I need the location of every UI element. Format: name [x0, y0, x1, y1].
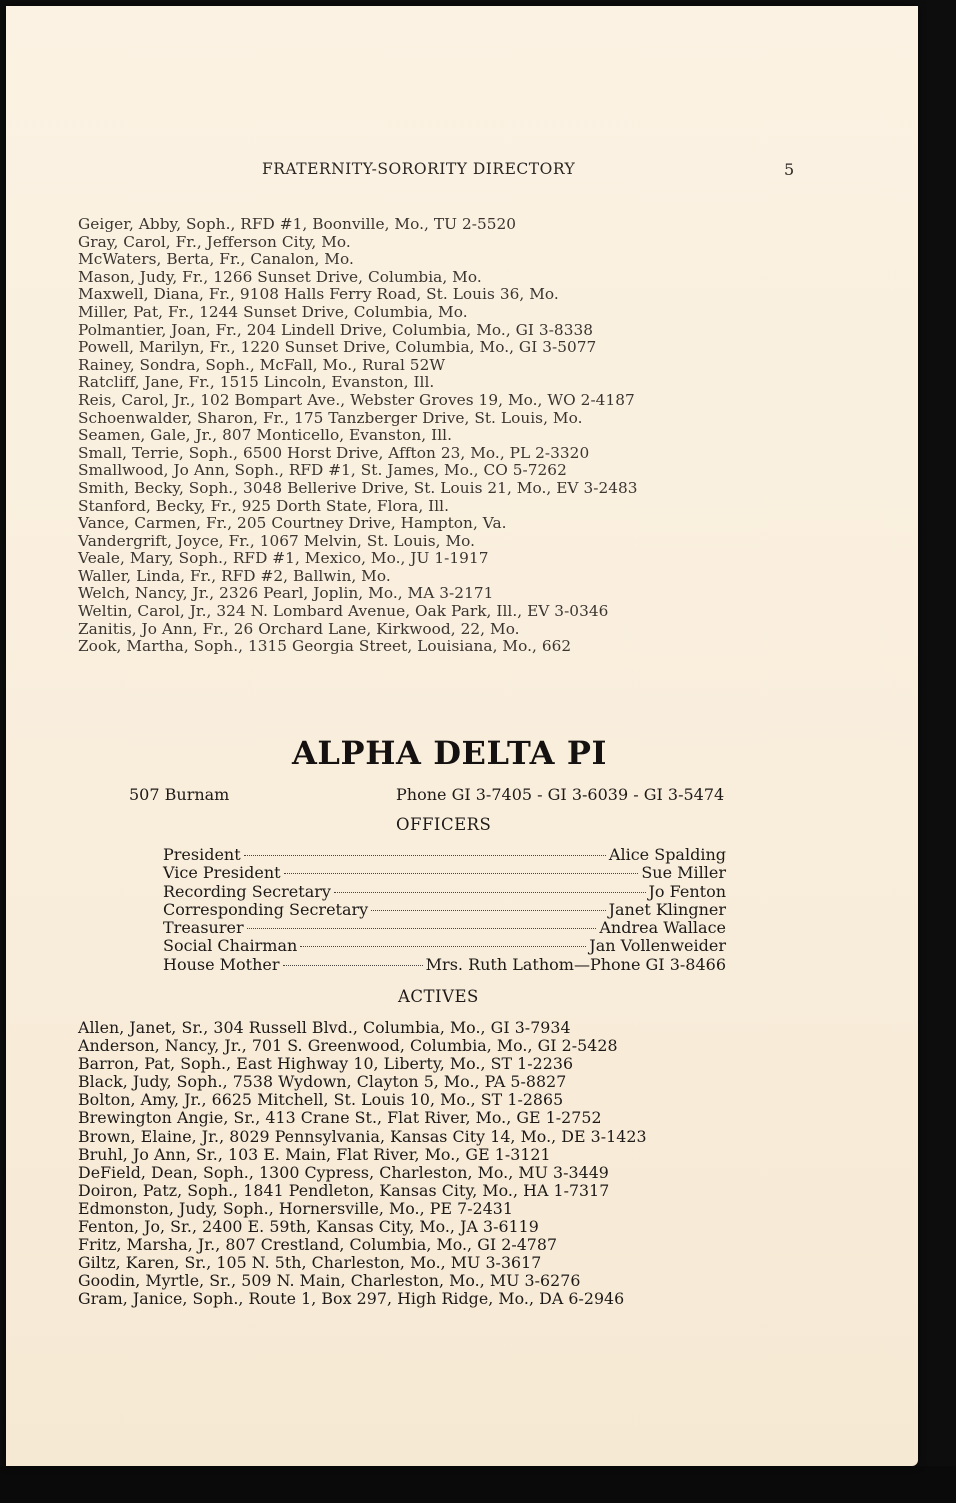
officer-role: Vice President — [163, 863, 281, 883]
dotted-leader — [334, 892, 646, 893]
dotted-leader — [284, 873, 639, 874]
dotted-leader — [371, 910, 605, 911]
list-item: Waller, Linda, Fr., RFD #2, Ballwin, Mo. — [78, 566, 391, 585]
list-item: Fenton, Jo, Sr., 2400 E. 59th, Kansas City, Mo., JA 3-6119 — [78, 1217, 539, 1237]
list-item: Powell, Marilyn, Fr., 1220 Sunset Drive, Columbia, Mo., GI 3-5077 — [78, 338, 597, 357]
officer-role: President — [163, 845, 241, 864]
list-item: Stanford, Becky, Fr., 925 Dorth State, Flora, Ill. — [78, 496, 450, 515]
list-item: Smallwood, Jo Ann, Soph., RFD #1, St. James, Mo., CO 5-7262 — [78, 461, 567, 480]
list-item: McWaters, Berta, Fr., Canalon, Mo. — [78, 250, 354, 269]
list-item: Allen, Janet, Sr., 304 Russell Blvd., Columbia, Mo., GI 3-7934 — [78, 1018, 571, 1037]
list-item: Brown, Elaine, Jr., 8029 Pennsylvania, Kansas City 14, Mo., DE 3-1423 — [78, 1126, 647, 1146]
list-item: Schoenwalder, Sharon, Fr., 175 Tanzberger Drive, St. Louis, Mo. — [78, 408, 583, 427]
officer-row — [163, 864, 726, 882]
list-item: Brewington Angie, Sr., 413 Crane St., Flat River, Mo., GE 1-2752 — [78, 1108, 602, 1128]
list-item: Ratcliff, Jane, Fr., 1515 Lincoln, Evanston, Ill. — [78, 373, 435, 392]
officer-role: Social Chairman — [163, 936, 298, 956]
list-item: Gram, Janice, Soph., Route 1, Box 297, High Ridge, Mo., DA 6-2946 — [78, 1289, 625, 1309]
running-head: FRATERNITY-SORORITY DIRECTORY — [262, 160, 576, 178]
officer-name: Jo Fenton — [648, 881, 726, 901]
list-item: Welch, Nancy, Jr., 2326 Pearl, Joplin, Mo., MA 3-2171 — [78, 584, 494, 603]
officer-role: Treasurer — [163, 918, 244, 938]
list-item: Barron, Pat, Soph., East Highway 10, Liberty, Mo., ST 1-2236 — [78, 1054, 574, 1074]
officer-name: Jan Vollenweider — [589, 936, 726, 956]
chapter-phones: Phone GI 3-7405 - GI 3-6039 - GI 3-5474 — [396, 785, 725, 804]
chapter-address: 507 Burnam — [129, 785, 230, 804]
list-item: Mason, Judy, Fr., 1266 Sunset Drive, Columbia, Mo. — [78, 267, 482, 286]
list-item: Maxwell, Diana, Fr., 9108 Halls Ferry Road, St. Louis 36, Mo. — [78, 285, 559, 304]
officer-row — [163, 937, 726, 955]
list-item: Smith, Becky, Soph., 3048 Bellerive Drive, St. Louis 21, Mo., EV 3-2483 — [78, 478, 638, 497]
list-item: Vandergrift, Joyce, Fr., 1067 Melvin, St. Louis, Mo. — [78, 531, 476, 550]
officers-heading: OFFICERS — [396, 815, 492, 834]
actives-list — [78, 1019, 647, 1309]
officer-role: Corresponding Secretary — [163, 899, 369, 919]
list-item: Bruhl, Jo Ann, Sr., 103 E. Main, Flat River, Mo., GE 1-3121 — [78, 1144, 551, 1164]
officer-name: Andrea Wallace — [599, 918, 726, 938]
list-item: Zook, Martha, Soph., 1315 Georgia Street, Louisiana, Mo., 662 — [78, 637, 572, 656]
list-item: Gray, Carol, Fr., Jefferson City, Mo. — [78, 232, 351, 251]
list-item: Fritz, Marsha, Jr., 807 Crestland, Columbia, Mo., GI 2-4787 — [78, 1235, 558, 1255]
officer-role: Recording Secretary — [163, 881, 331, 901]
list-item: Black, Judy, Soph., 7538 Wydown, Clayton 5, Mo., PA 5-8827 — [78, 1072, 567, 1092]
list-item: Vance, Carmen, Fr., 205 Courtney Drive, Hampton, Va. — [78, 514, 507, 533]
actives-heading: ACTIVES — [398, 987, 479, 1006]
list-item: Giltz, Karen, Sr., 105 N. 5th, Charleston, Mo., MU 3-3617 — [78, 1253, 542, 1273]
photo-edge — [0, 1466, 956, 1503]
dotted-leader — [247, 928, 597, 929]
list-item: Edmonston, Judy, Soph., Hornersville, Mo., PE 7-2431 — [78, 1198, 513, 1218]
list-item: Miller, Pat, Fr., 1244 Sunset Drive, Columbia, Mo. — [78, 302, 468, 321]
officer-row — [163, 901, 726, 919]
officer-role: House Mother — [163, 954, 280, 974]
continued-member-list — [78, 216, 638, 656]
list-item: Doiron, Patz, Soph., 1841 Pendleton, Kansas City, Mo., HA 1-7317 — [78, 1180, 610, 1200]
dotted-leader — [244, 855, 606, 856]
list-item: Geiger, Abby, Soph., RFD #1, Boonville, Mo., TU 2-5520 — [78, 215, 517, 233]
chapter-title: ALPHA DELTA PI — [292, 734, 608, 772]
dotted-leader — [283, 965, 423, 966]
dotted-leader — [300, 946, 586, 947]
list-item: DeField, Dean, Soph., 1300 Cypress, Charleston, Mo., MU 3-3449 — [78, 1162, 609, 1182]
list-item: Rainey, Sondra, Soph., McFall, Mo., Rural 52W — [78, 355, 446, 374]
list-item: Bolton, Amy, Jr., 6625 Mitchell, St. Louis 10, Mo., ST 1-2865 — [78, 1090, 564, 1110]
list-item: Small, Terrie, Soph., 6500 Horst Drive, Affton 23, Mo., PL 2-3320 — [78, 443, 590, 462]
officer-name: Janet Klingner — [608, 899, 726, 919]
list-item: Zanitis, Jo Ann, Fr., 26 Orchard Lane, Kirkwood, 22, Mo. — [78, 619, 520, 638]
officer-name: Mrs. Ruth Lathom—Phone GI 3-8466 — [425, 954, 726, 974]
officers-list — [163, 846, 726, 974]
officer-name: Sue Miller — [641, 863, 726, 883]
officer-row — [163, 956, 726, 974]
list-item: Anderson, Nancy, Jr., 701 S. Greenwood, Columbia, Mo., GI 2-5428 — [78, 1036, 618, 1056]
officer-row — [163, 883, 726, 901]
officer-row — [163, 919, 726, 937]
list-item: Weltin, Carol, Jr., 324 N. Lombard Avenue, Oak Park, Ill., EV 3-0346 — [78, 602, 609, 621]
list-item: Reis, Carol, Jr., 102 Bompart Ave., Webster Groves 19, Mo., WO 2-4187 — [78, 390, 635, 409]
list-item: Seamen, Gale, Jr., 807 Monticello, Evanston, Ill. — [78, 426, 453, 445]
page-number: 5 — [784, 160, 795, 179]
officer-name: Alice Spalding — [608, 845, 726, 864]
list-item: Polmantier, Joan, Fr., 204 Lindell Drive, Columbia, Mo., GI 3-8338 — [78, 320, 594, 339]
officer-row — [163, 846, 726, 864]
list-item: Veale, Mary, Soph., RFD #1, Mexico, Mo., JU 1-1917 — [78, 549, 489, 568]
list-item: Goodin, Myrtle, Sr., 509 N. Main, Charleston, Mo., MU 3-6276 — [78, 1271, 581, 1291]
